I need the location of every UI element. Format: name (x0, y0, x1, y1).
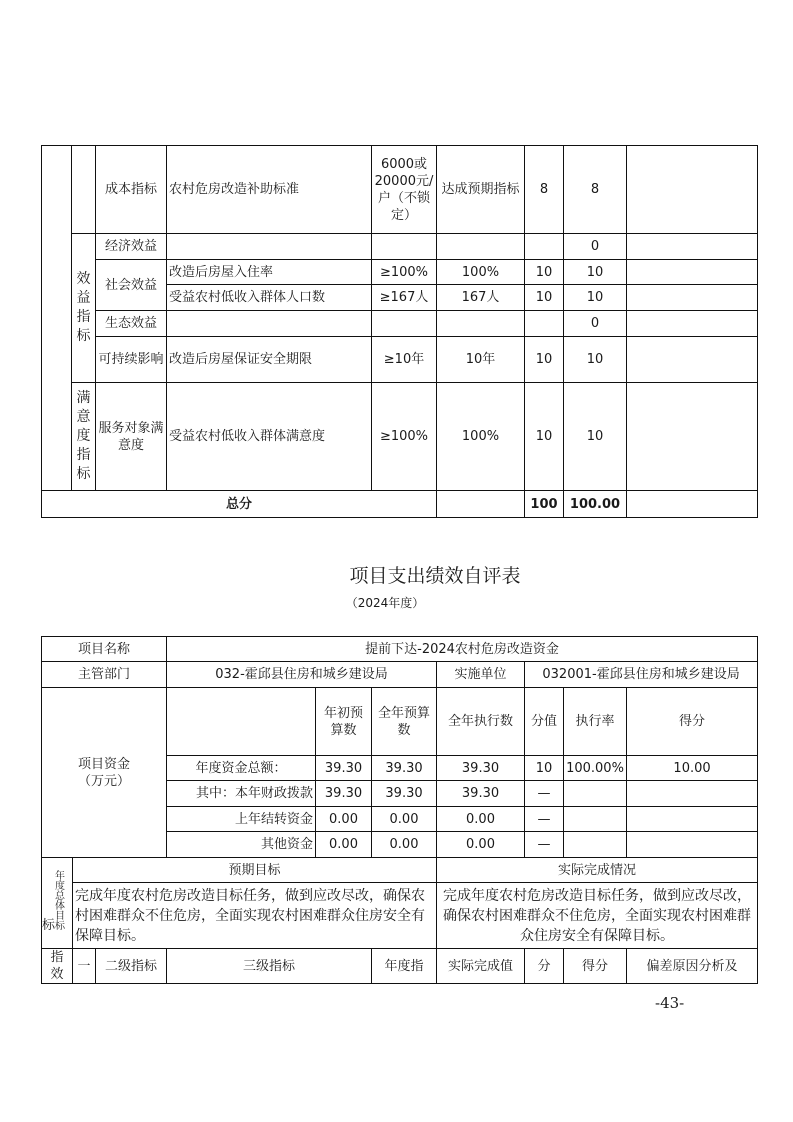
actual-label: 实际完成情况 (437, 858, 758, 883)
target-cell (372, 234, 437, 260)
actual-cell: 达成预期指标 (437, 146, 525, 234)
funds-row-label: 其他资金 (167, 832, 316, 858)
year-subtitle: （2024年度） (345, 596, 425, 610)
level2-cell: 经济效益 (96, 234, 167, 260)
annual-cell: 39.30 (372, 781, 437, 807)
actual-cell: 10年 (437, 337, 525, 383)
expected-text: 完成年度农村危房改造目标任务，做到应改尽改，确保农村困难群众不住危房，全面实现农村困难群众住房安全有保障目标。 (73, 883, 437, 949)
actual-cell: 100% (437, 383, 525, 491)
deviation-reason-header: 偏差原因分析及 (627, 949, 758, 984)
note-cell (627, 146, 758, 234)
weight-cell: 10 (525, 383, 564, 491)
rate-cell (564, 781, 627, 807)
funds-row-label: 年度资金总额： (167, 756, 316, 781)
goal-header-row (42, 858, 758, 883)
initial-cell: 0.00 (316, 832, 372, 858)
weight-cell: 8 (525, 146, 564, 234)
header-annual: 全年预算数 (372, 688, 437, 756)
total-row (42, 491, 758, 518)
weight-cell: — (525, 807, 564, 832)
executed-cell: 0.00 (437, 807, 525, 832)
executed-cell: 39.30 (437, 781, 525, 807)
satisfaction-group-cell (72, 383, 96, 491)
table-row (42, 337, 758, 383)
note-cell (627, 311, 758, 337)
actual-cell (437, 234, 525, 260)
weight-cell: — (525, 832, 564, 858)
dept-label: 主管部门 (42, 662, 167, 688)
table-row (42, 146, 758, 234)
score-cell: 0 (564, 234, 627, 260)
goal-side-label: 标 (42, 918, 56, 933)
target-cell: ≥10年 (372, 337, 437, 383)
level3-cell (167, 311, 372, 337)
weight-cell (525, 311, 564, 337)
total-weight: 100 (525, 491, 564, 518)
initial-cell: 0.00 (316, 807, 372, 832)
effect-label: 效 (50, 967, 64, 982)
header-initial: 年初预算数 (316, 688, 372, 756)
note-cell (627, 234, 758, 260)
header-executed: 全年执行数 (437, 688, 525, 756)
actual-cell: 167人 (437, 285, 525, 311)
header-rate: 执行率 (564, 688, 627, 756)
level3-cell: 改造后房屋入住率 (167, 260, 372, 285)
score-header: 得分 (564, 949, 627, 984)
target-cell: ≥100% (372, 383, 437, 491)
self-evaluation-table (41, 636, 758, 984)
note-cell (627, 337, 758, 383)
blank-cell (167, 688, 316, 756)
actual-cell (437, 491, 525, 518)
table-row (42, 383, 758, 491)
rate-cell (564, 807, 627, 832)
actual-cell: 100% (437, 260, 525, 285)
indicator-label: 指 (50, 950, 64, 965)
annual-cell: 39.30 (372, 756, 437, 781)
weight-cell: 10 (525, 756, 564, 781)
target-cell: 6000或20000元/户（不锁定） (372, 146, 437, 234)
total-score: 100.00 (564, 491, 627, 518)
performance-indicator-table-continued (41, 145, 758, 518)
level2-cell: 生态效益 (96, 311, 167, 337)
target-header: 年度指 (372, 949, 437, 984)
header-weight: 分值 (525, 688, 564, 756)
goal-side-cell (42, 858, 73, 949)
annual-cell: 0.00 (372, 807, 437, 832)
project-name-value: 提前下达-2024农村危房改造资金 (167, 637, 758, 662)
weight-cell: 10 (525, 260, 564, 285)
level3-header: 三级指标 (167, 949, 372, 984)
actual-value-header: 实际完成值 (437, 949, 525, 984)
actual-text: 完成年度农村危房改造目标任务，做到应改尽改，确保农村困难群众不住危房，全面实现农村困难群众住房安全有保障目标。 (437, 883, 758, 949)
note-cell (627, 383, 758, 491)
table-row (42, 311, 758, 337)
note-cell (627, 491, 758, 518)
output-group-cell (72, 146, 96, 234)
initial-cell: 39.30 (316, 756, 372, 781)
score-cell (627, 781, 758, 807)
dept-value: 032-霍邱县住房和城乡建设局 (167, 662, 437, 688)
annual-cell: 0.00 (372, 832, 437, 858)
rate-cell (564, 832, 627, 858)
initial-cell: 39.30 (316, 781, 372, 807)
indicator-header-row (42, 949, 758, 984)
level3-cell: 受益农村低收入群体人口数 (167, 285, 372, 311)
executed-cell: 39.30 (437, 756, 525, 781)
table-row (42, 260, 758, 285)
score-cell: 10 (564, 260, 627, 285)
level3-cell (167, 234, 372, 260)
rate-cell: 100.00% (564, 756, 627, 781)
impl-label: 实施单位 (437, 662, 525, 688)
score-cell (627, 807, 758, 832)
goal-text-row (42, 883, 758, 949)
score-cell: 10 (564, 383, 627, 491)
funds-row-label: 上年结转资金 (167, 807, 316, 832)
weight-header: 分 (525, 949, 564, 984)
level3-cell: 改造后房屋保证安全期限 (167, 337, 372, 383)
level2-header: 二级指标 (96, 949, 167, 984)
score-cell: 10 (564, 285, 627, 311)
level2-cell: 服务对象满意度 (96, 383, 167, 491)
level2-cell: 可持续影响 (96, 337, 167, 383)
table-row (42, 637, 758, 662)
funds-label (42, 688, 167, 858)
benefit-group-label: 效益指标 (76, 271, 91, 344)
target-cell (372, 311, 437, 337)
score-cell (627, 832, 758, 858)
score-cell: 0 (564, 311, 627, 337)
level1-header: 一 (73, 949, 96, 984)
total-label: 总分 (42, 491, 437, 518)
level1-cell (42, 146, 72, 491)
note-cell (627, 260, 758, 285)
project-name-label: 项目名称 (42, 637, 167, 662)
satisfaction-group-label: 满意度指标 (76, 390, 91, 482)
table-row (42, 662, 758, 688)
actual-cell (437, 311, 525, 337)
score-cell: 10.00 (627, 756, 758, 781)
weight-cell (525, 234, 564, 260)
goal-vertical-label: 年度总体目标 (55, 871, 66, 932)
header-score: 得分 (627, 688, 758, 756)
note-cell (627, 285, 758, 311)
weight-cell: — (525, 781, 564, 807)
table-row (42, 234, 758, 260)
weight-cell: 10 (525, 285, 564, 311)
target-cell: ≥100% (372, 260, 437, 285)
expected-label: 预期目标 (73, 858, 437, 883)
indicator-level1-header (42, 949, 73, 984)
benefit-group-cell (72, 234, 96, 383)
score-cell: 8 (564, 146, 627, 234)
level3-cell: 农村危房改造补助标准 (167, 146, 372, 234)
page-title: 项目支出绩效自评表 (349, 565, 521, 587)
weight-cell: 10 (525, 337, 564, 383)
executed-cell: 0.00 (437, 832, 525, 858)
level3-cell: 受益农村低收入群体满意度 (167, 383, 372, 491)
funds-row-label: 其中：本年财政拨款 (167, 781, 316, 807)
funds-label-text: 项目资金（万元） (77, 756, 130, 789)
funds-header-row (42, 688, 758, 756)
impl-value: 032001-霍邱县住房和城乡建设局 (525, 662, 758, 688)
level2-cell: 社会效益 (96, 260, 167, 311)
level2-cell: 成本指标 (96, 146, 167, 234)
target-cell: ≥167人 (372, 285, 437, 311)
score-cell: 10 (564, 337, 627, 383)
page-number: -43- (655, 994, 685, 1012)
